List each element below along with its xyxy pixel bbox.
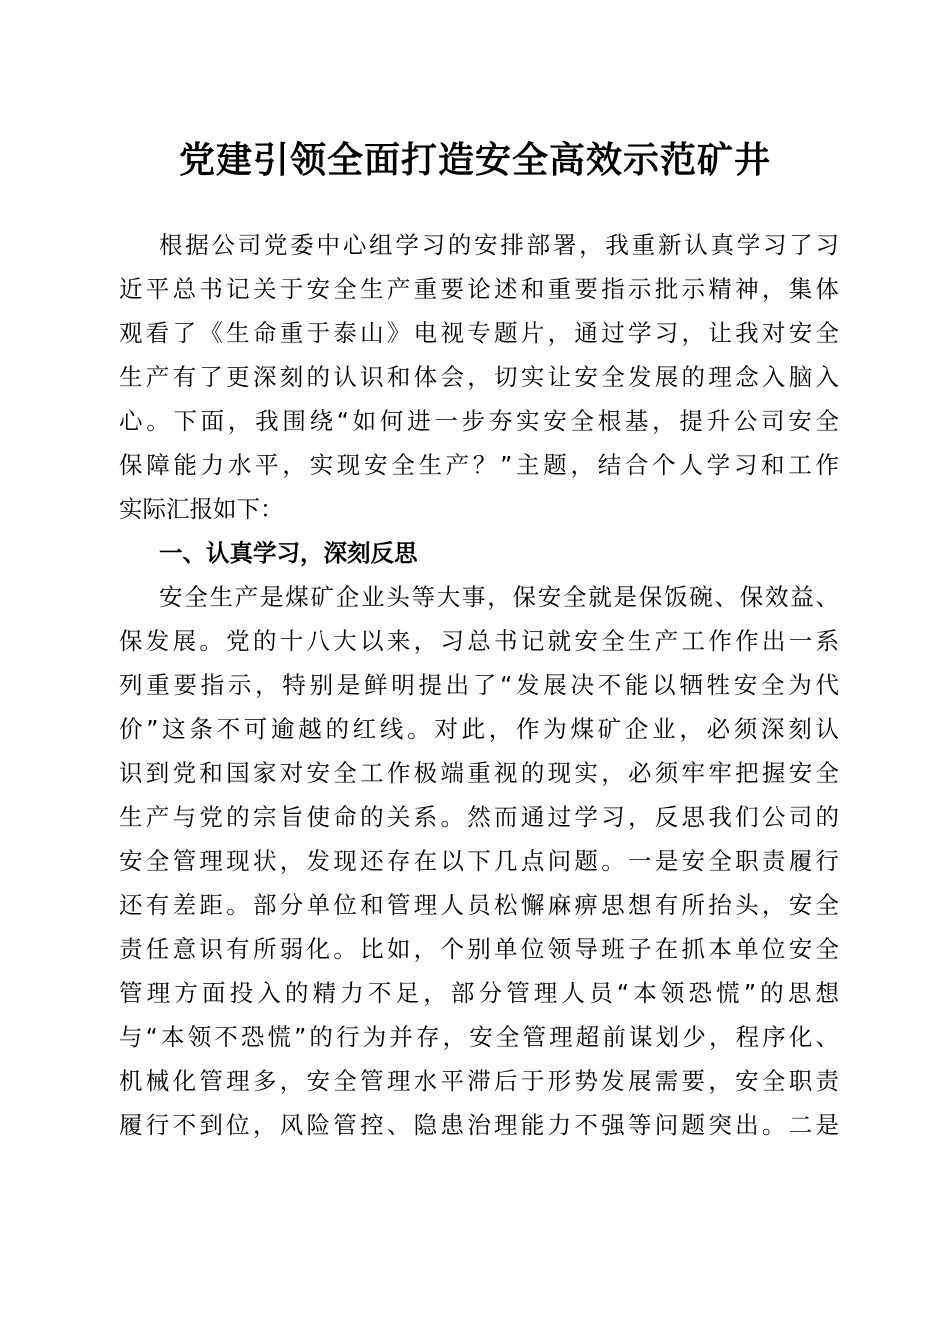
section-line: 安全生产是煤矿企业头等大事，保安全就是保饭碗、保效益、: [159, 583, 839, 611]
intro-line: 生产有了更深刻的认识和体会，切实让安全发展的理念入脑入: [119, 363, 839, 391]
section-line: 识到党和国家对安全工作极端重视的现实，必须牢牢把握安全: [119, 759, 839, 787]
intro-line: 保障能力水平，实现安全生产？”主题，结合个人学习和工作: [119, 451, 839, 479]
section-line: 责任意识有所弱化。比如，个别单位领导班子在抓本单位安全: [119, 935, 839, 963]
section-line: 履行不到位，风险管控、隐患治理能力不强等问题突出。二是: [119, 1111, 839, 1139]
section-line: 生产与党的宗旨使命的关系。然而通过学习，反思我们公司的: [119, 803, 839, 831]
section-line: 管理方面投入的精力不足，部分管理人员“本领恐慌”的思想: [119, 979, 839, 1007]
section-heading: 一、认真学习，深刻反思: [159, 539, 418, 567]
intro-line: 观看了《生命重于泰山》电视专题片，通过学习，让我对安全: [119, 319, 839, 347]
intro-line: 根据公司党委中心组学习的安排部署，我重新认真学习了习: [159, 231, 839, 259]
section-line: 列重要指示，特别是鲜明提出了“发展决不能以牺牲安全为代: [119, 671, 839, 699]
intro-line: 近平总书记关于安全生产重要论述和重要指示批示精神，集体: [119, 275, 839, 303]
section-line: 机械化管理多，安全管理水平滞后于形势发展需要，安全职责: [119, 1067, 839, 1095]
section-line: 安全管理现状，发现还存在以下几点问题。一是安全职责履行: [119, 847, 839, 875]
section-line: 价”这条不可逾越的红线。对此，作为煤矿企业，必须深刻认: [119, 715, 839, 743]
intro-line: 心。下面，我围绕“如何进一步夯实安全根基，提升公司安全: [119, 407, 839, 435]
intro-line: 实际汇报如下：: [119, 495, 284, 523]
section-line: 保发展。党的十八大以来，习总书记就安全生产工作作出一系: [119, 627, 839, 655]
document-title: 党建引领全面打造安全高效示范矿井: [178, 139, 771, 181]
section-line: 还有差距。部分单位和管理人员松懈麻痹思想有所抬头，安全: [119, 891, 839, 919]
section-line: 与“本领不恐慌”的行为并存，安全管理超前谋划少，程序化、: [119, 1023, 839, 1051]
